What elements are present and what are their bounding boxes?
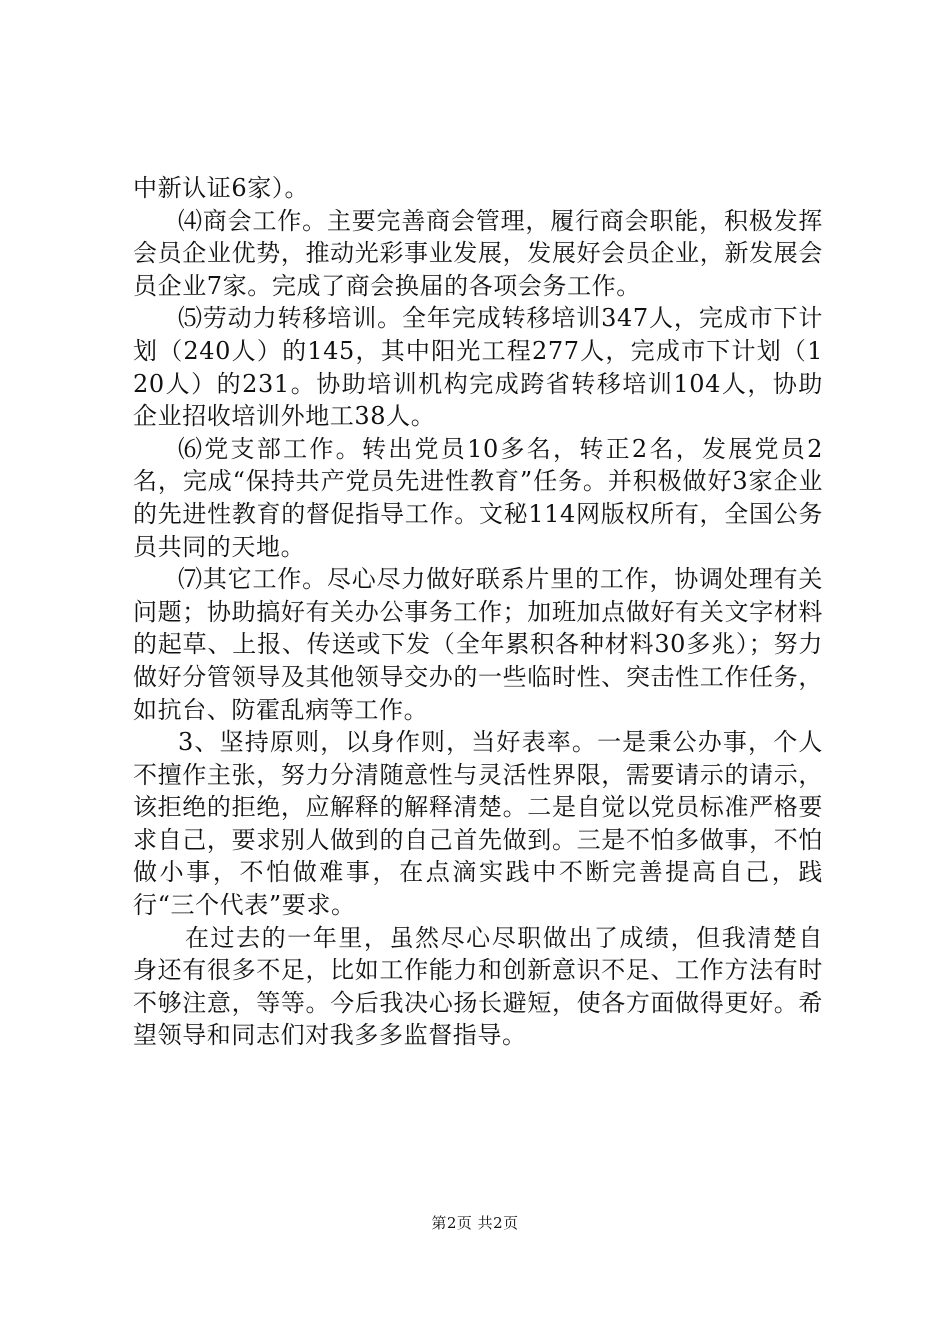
paragraph-principles: 3、坚持原则，以身作则，当好表率。一是秉公办事，个人不擅作主张，努力分清随意性与灵活性界限，需要请示的请示，该拒绝的拒绝，应解释的解释清楚。二是自觉以党员标准严格要求自己，要求别人做到的自己首先做到。三是不怕多做事，不怕做小事，不怕做难事，在点滴实践中不断完善提高自己，践行“三个代表”要求。 [133,728,823,920]
paragraph-other-work: ⑺其它工作。尽心尽力做好联系片里的工作，协调处理有关问题；协助搞好有关办公事务工作；加班加点做好有关文字材料的起草、上报、传送或下发（全年累积各种材料30多兆）；努力做好分管领导及其他领导交办的一些临时性、突击性工作任务，如抗台、防霍乱病等工作。 [133,565,823,724]
page-number-footer: 第2页 共2页 [431,1214,519,1232]
paragraph-continuation: 中新认证6家）。 [133,174,310,202]
paragraph-conclusion: 在过去的一年里，虽然尽心尽职做出了成绩，但我清楚自身还有很多不足，比如工作能力和创新意识不足、工作方法有时不够注意，等等。今后我决心扬长避短，使各方面做得更好。希望领导和同志们对我多多监督指导。 [133,923,823,1050]
paragraph-chamber-of-commerce: ⑷商会工作。主要完善商会管理，履行商会职能，积极发挥会员企业优势，推动光彩事业发展，发展好会员企业，新发展会员企业7家。完成了商会换届的各项会务工作。 [133,206,823,300]
paragraph-party-branch: ⑹党支部工作。转出党员10多名，转正2名，发展党员2名，完成“保持共产党员先进性教育”任务。并积极做好3家企业的先进性教育的督促指导工作。文秘114网版权所有，全国公务员共同的天地。 [133,434,823,561]
paragraph-labor-training: ⑸劳动力转移培训。全年完成转移培训347人，完成市下计划（240人）的145，其中阳光工程277人，完成市下计划（120人）的231。协助培训机构完成跨省转移培训104人，协助企业招收培训外地工38人。 [133,304,823,431]
document-body [133,172,823,1052]
